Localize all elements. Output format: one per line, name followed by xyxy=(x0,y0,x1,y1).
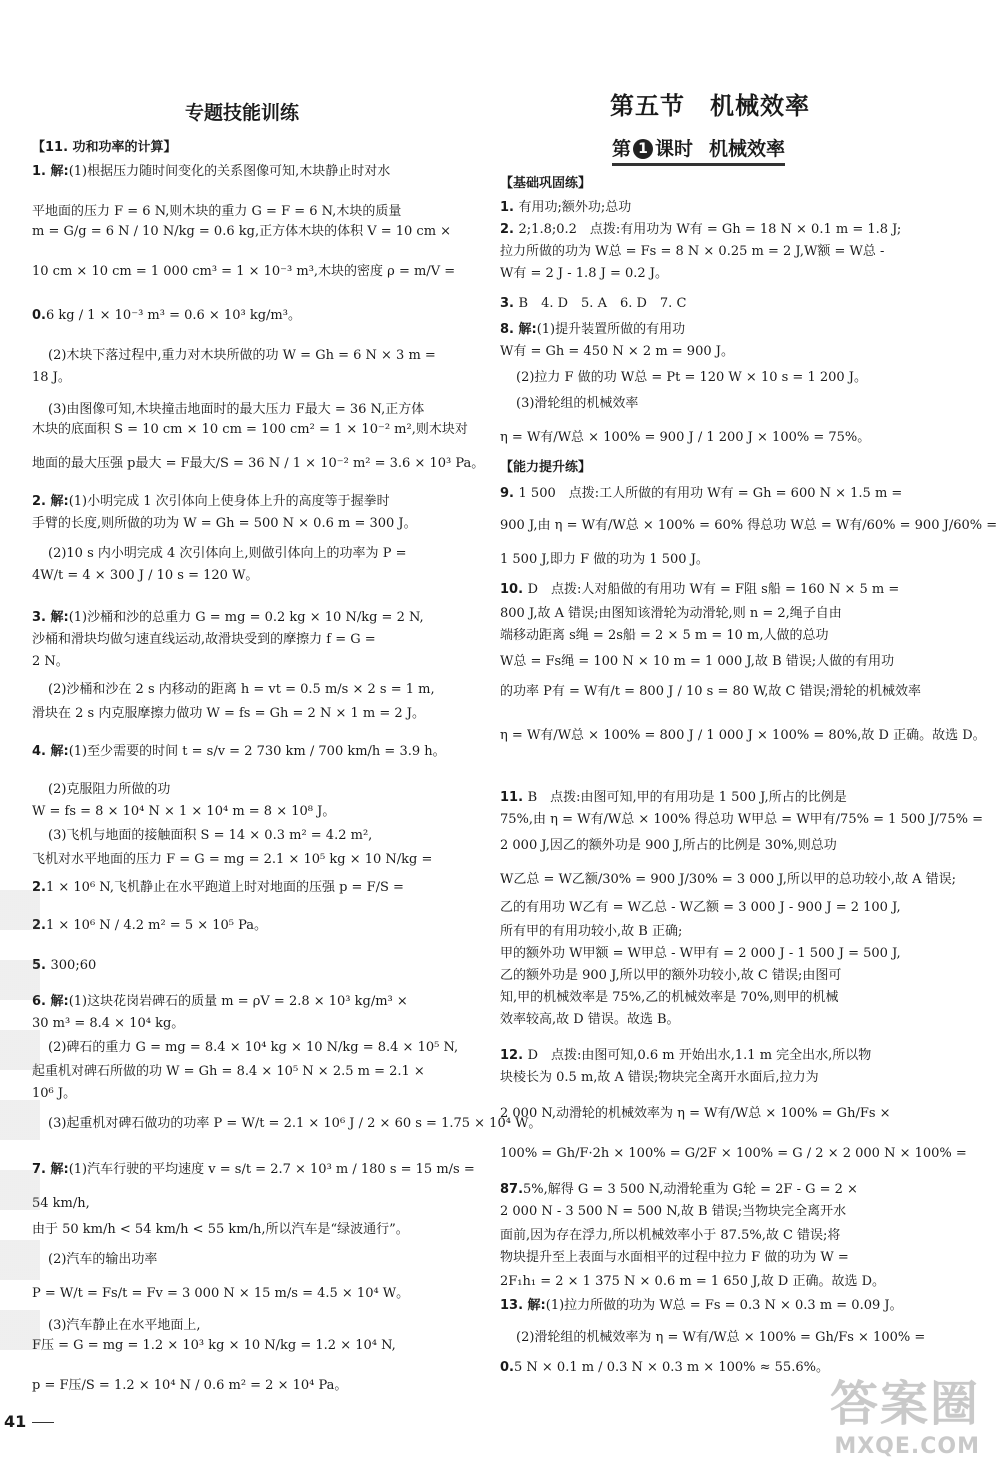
left-line-3: 10 cm × 10 cm = 1 000 cm³ = 1 × 10⁻³ m³,木块的密度 ρ = m/V = xyxy=(32,264,456,279)
left-line-32: (3)起重机对碑石做功的功率 P = W/t = 2.1 × 10⁶ J / 2 × 60 s = 1.75 × 10⁴ W。 xyxy=(48,1116,542,1131)
left-line-5: (2)木块下落过程中,重力对木块所做的功 W = Gh = 6 N × 3 m = xyxy=(48,348,436,363)
lesson-suffix: 课时 xyxy=(655,138,694,160)
left-line-23: 飞机对水平地面的压力 F = G = mg = 2.1 × 10⁵ kg × 10 N/kg = xyxy=(32,852,433,867)
watermark-url: MXQE.COM xyxy=(834,1434,980,1459)
left-line-33: 7. 解:(1)汽车行驶的平均速度 v = s/t = 2.7 × 10³ m / 180 s = 15 m/s = xyxy=(32,1162,475,1177)
right-line-19: 11. B 点拨:由图可知,甲的有用功是 1 500 J,所占的比例是 xyxy=(500,790,847,805)
right-line-27: 知,甲的机械效率是 75%,乙的机械效率是 70%,则甲的机械 xyxy=(500,990,839,1005)
right-line-14: 800 J,故 A 错误;由图知该滑轮为动滑轮,则 n = 2,绳子自由 xyxy=(500,606,842,621)
right-line-8: (3)滑轮组的机械效率 xyxy=(516,396,639,411)
right-line-10: 9. 1 500 点拨:工人所做的有用功 W有 = Gh = 600 N × 1.5 m = xyxy=(500,486,903,501)
left-line-7: (3)由图像可知,木块撞击地面时的最大压力 F最大 = 36 N,正方体 xyxy=(48,402,425,417)
right-line-17: 的功率 P有 = W有/t = 800 J / 10 s = 80 W,故 C 错误;滑轮的机械效率 xyxy=(500,684,921,699)
right-line-1: 2. 2;1.8;0.2 点拨:有用功为 W有 = Gh = 18 N × 0.1 m = 1.8 J; xyxy=(500,222,902,237)
left-section-heading: 【11. 功和功率的计算】 xyxy=(32,140,177,155)
right-line-22: W乙总 = W乙额/30% = 900 J/30% = 3 000 J,所以甲的总功较小,故 A 错误; xyxy=(500,872,956,887)
right-line-6: W有 = Gh = 450 N × 2 m = 900 J。 xyxy=(500,344,734,359)
left-title: 专题技能训练 xyxy=(184,102,299,124)
left-line-9: 地面的最大压强 p最大 = F最大/S = 36 N / 1 × 10⁻² m² = 3.6 × 10³ Pa。 xyxy=(32,456,485,471)
left-line-17: (2)沙桶和沙在 2 s 内移动的距离 h = vt = 0.5 m/s × 2 s = 1 m, xyxy=(48,682,435,697)
right-line-2: 拉力所做的功为 W总 = Fs = 8 N × 0.25 m = 2 J,W额 = W总 - xyxy=(500,244,885,259)
right-line-3: W有 = 2 J - 1.8 J = 0.2 J。 xyxy=(500,266,668,281)
left-line-22: (3)飞机与地面的接触面积 S = 14 × 0.3 m² = 4.2 m², xyxy=(48,828,373,843)
left-line-18: 滑块在 2 s 内克服摩擦力做功 W = fs = Gh = 2 N × 1 m = 2 J。 xyxy=(32,706,425,721)
right-line-16: W总 = Fs绳 = 100 N × 10 m = 1 000 J,故 B 错误;人做的有用功 xyxy=(500,654,895,669)
left-line-19: 4. 解:(1)至少需要的时间 t = s/v = 2 730 km / 700 km/h = 3.9 h。 xyxy=(32,744,446,759)
right-line-26: 乙的额外功是 900 J,所以甲的额外功较小,故 C 错误;由图可 xyxy=(500,968,842,983)
left-line-14: 3. 解:(1)沙桶和沙的总重力 G = mg = 0.2 kg × 10 N/kg = 2 N, xyxy=(32,610,424,625)
right-line-13: 10. D 点拨:人对船做的有用功 W有 = F阻 s船 = 160 N × 5 m = xyxy=(500,582,900,597)
left-line-12: (2)10 s 内小明完成 4 次引体向上,则做引体向上的功率为 P = xyxy=(48,546,407,561)
right-line-39: (2)滑轮组的机械效率为 η = W有/W总 × 100% = Gh/Fs × 100% = xyxy=(516,1330,926,1345)
left-line-37: P = W/t = Fs/t = Fv = 3 000 N × 15 m/s = 4.5 × 10⁴ W。 xyxy=(32,1286,410,1301)
left-line-35: 由于 50 km/h < 54 km/h < 55 km/h,所以汽车是“绿波通行”。 xyxy=(32,1222,409,1237)
left-line-6: 18 J。 xyxy=(32,370,71,385)
right-title: 第五节 机械效率 xyxy=(610,92,810,120)
lesson-prefix: 第 xyxy=(612,138,632,160)
left-edge-stamp xyxy=(0,890,40,1350)
left-line-27: 6. 解:(1)这块花岗岩碑石的质量 m = ρV = 2.8 × 10³ kg/m³ × xyxy=(32,994,408,1009)
right-line-32: 100% = Gh/F·2h × 100% = G/2F × 100% = G / 2 × 2 000 N × 100% = xyxy=(500,1146,967,1161)
left-line-0: 1. 解:(1)根据压力随时间变化的关系图像可知,木块静止时对水 xyxy=(32,164,391,179)
left-line-8: 木块的底面积 S = 10 cm × 10 cm = 100 cm² = 1 × 10⁻² m²,则木块对 xyxy=(32,422,468,437)
left-line-29: (2)碑石的重力 G = mg = 8.4 × 10⁴ kg × 10 N/kg = 8.4 × 10⁵ N, xyxy=(48,1040,459,1055)
left-line-24: 2.1 × 10⁶ N,飞机静止在水平跑道上时对地面的压强 p = F/S = xyxy=(32,880,404,895)
right-line-34: 2 000 N - 3 500 N = 500 N,故 B 错误;当物块完全离开水 xyxy=(500,1204,847,1219)
right-line-23: 乙的有用功 W乙有 = W乙总 - W乙额 = 3 000 J - 900 J = 2 100 J, xyxy=(500,900,901,915)
right-line-4: 3. B 4. D 5. A 6. D 7. C xyxy=(500,296,687,311)
left-line-28: 30 m³ = 8.4 × 10⁴ kg。 xyxy=(32,1016,185,1031)
right-line-25: 甲的额外功 W甲额 = W甲总 - W甲有 = 2 000 J - 1 500 J = 500 J, xyxy=(500,946,901,961)
left-line-30: 起重机对碑石所做的功 W = Gh = 8.4 × 10⁵ N × 2.5 m = 2.1 × xyxy=(32,1064,425,1079)
left-line-15: 沙桶和滑块均做匀速直线运动,故滑块受到的摩擦力 f = G = xyxy=(32,632,376,647)
left-line-13: 4W/t = 4 × 300 J / 10 s = 120 W。 xyxy=(32,568,259,583)
section-advanced: 【能力提升练】 xyxy=(500,460,592,475)
left-line-10: 2. 解:(1)小明完成 1 次引体向上使身体上升的高度等于握拳时 xyxy=(32,494,390,509)
right-line-35: 面前,因为存在浮力,所以机械效率小于 87.5%,故 C 错误;将 xyxy=(500,1228,841,1243)
lesson-heading xyxy=(612,134,785,166)
right-line-18: η = W有/W总 × 100% = 800 J / 1 000 J × 100% = 80%,故 D 正确。故选 D。 xyxy=(500,728,986,743)
left-line-11: 手臂的长度,则所做的功为 W = Gh = 500 N × 0.6 m = 300 J。 xyxy=(32,516,417,531)
right-line-24: 所有甲的有用功较小,故 B 正确; xyxy=(500,924,683,939)
right-line-11: 900 J,由 η = W有/W总 × 100% = 60% 得总功 W总 = W有/60% = 900 J/60% = xyxy=(500,518,998,533)
left-line-1: 平地面的压力 F = 6 N,则木块的重力 G = F = 6 N,木块的质量 xyxy=(32,204,402,219)
right-line-36: 物块提升至上表面与水面相平的过程中拉力 F 做的功为 W = xyxy=(500,1250,849,1265)
right-line-33: 87.5%,解得 G = 3 500 N,动滑轮重为 G轮 = 2F - G = 2 × xyxy=(500,1182,858,1197)
right-line-21: 2 000 J,因乙的额外功是 900 J,所占的比例是 30%,则总功 xyxy=(500,838,837,853)
right-line-40: 0.5 N × 0.1 m / 0.3 N × 0.3 m × 100% ≈ 55.6%。 xyxy=(500,1360,829,1375)
left-line-31: 10⁶ J。 xyxy=(32,1086,77,1101)
watermark-text: 答案圈 xyxy=(829,1376,980,1432)
right-line-31: 2 000 N,动滑轮的机械效率为 η = W有/W总 × 100% = Gh/Fs × xyxy=(500,1106,891,1121)
right-line-15: 端移动距离 s绳 = 2s船 = 2 × 5 m = 10 m,人做的总功 xyxy=(500,628,829,643)
left-line-38: (3)汽车静止在水平地面上, xyxy=(48,1318,201,1333)
left-line-34: 54 km/h, xyxy=(32,1196,90,1211)
left-line-20: (2)克服阻力所做的功 xyxy=(48,782,171,797)
lesson-name: 机械效率 xyxy=(709,138,786,160)
page-number: 41 xyxy=(4,1412,54,1431)
left-line-25: 2.1 × 10⁶ N / 4.2 m² = 5 × 10⁵ Pa。 xyxy=(32,918,268,933)
section-basic: 【基础巩固练】 xyxy=(500,176,592,191)
right-line-9: η = W有/W总 × 100% = 900 J / 1 200 J × 100% = 75%。 xyxy=(500,430,871,445)
right-line-30: 块棱长为 0.5 m,故 A 错误;物块完全离开水面后,拉力为 xyxy=(500,1070,819,1085)
right-line-12: 1 500 J,即力 F 做的功为 1 500 J。 xyxy=(500,552,709,567)
left-line-36: (2)汽车的输出功率 xyxy=(48,1252,158,1267)
watermark-logo xyxy=(830,1365,980,1459)
right-line-7: (2)拉力 F 做的功 W总 = Pt = 120 W × 10 s = 1 200 J。 xyxy=(516,370,868,385)
lesson-number-badge: 1 xyxy=(633,139,653,159)
right-line-20: 75%,由 η = W有/W总 × 100% 得总功 W甲总 = W甲有/75% = 1 500 J/75% = xyxy=(500,812,983,827)
left-line-26: 5. 300;60 xyxy=(32,958,97,973)
right-line-29: 12. D 点拨:由图可知,0.6 m 开始出水,1.1 m 完全出水,所以物 xyxy=(500,1048,872,1063)
right-line-37: 2F₁h₁ = 2 × 1 375 N × 0.6 m = 1 650 J,故 D 正确。故选 D。 xyxy=(500,1274,886,1289)
left-line-4: 0.6 kg / 1 × 10⁻³ m³ = 0.6 × 10³ kg/m³。 xyxy=(32,308,301,323)
right-line-0: 1. 有用功;额外功;总功 xyxy=(500,200,632,215)
left-line-40: p = F压/S = 1.2 × 10⁴ N / 0.6 m² = 2 × 10⁴ Pa。 xyxy=(32,1378,348,1393)
right-line-5: 8. 解:(1)提升装置所做的有用功 xyxy=(500,322,686,337)
left-line-16: 2 N。 xyxy=(32,654,69,669)
left-line-2: m = G/g = 6 N / 10 N/kg = 0.6 kg,正方体木块的体积 V = 10 cm × xyxy=(32,224,452,239)
right-line-38: 13. 解:(1)拉力所做的功为 W总 = Fs = 0.3 N × 0.3 m = 0.09 J。 xyxy=(500,1298,903,1313)
left-line-39: F压 = G = mg = 1.2 × 10³ kg × 10 N/kg = 1.2 × 10⁴ N, xyxy=(32,1338,396,1353)
left-line-21: W = fs = 8 × 10⁴ N × 1 × 10⁴ m = 8 × 10⁸ J。 xyxy=(32,804,336,819)
right-line-28: 效率较高,故 D 错误。故选 B。 xyxy=(500,1012,680,1027)
